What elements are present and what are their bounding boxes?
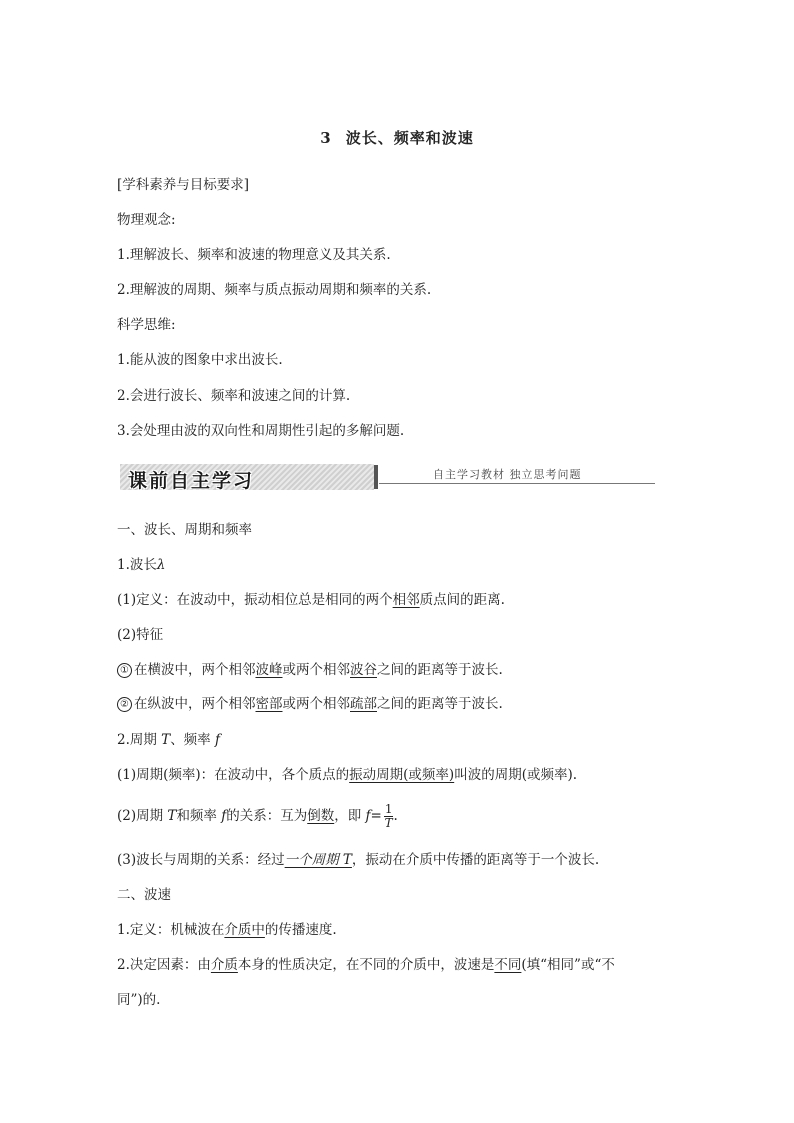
- def-text-end: 质点间的距离.: [419, 592, 505, 608]
- page-title: [0, 127, 794, 148]
- concept-item-2: 2.理解波的周期、频率与质点振动周期和频率的关系.: [117, 282, 432, 298]
- concept-item-1: 1.理解波长、频率和波速的物理意义及其关系.: [117, 247, 391, 263]
- d2-answer-different: 不同: [494, 957, 522, 973]
- def-answer: 相邻: [392, 592, 420, 608]
- wavelength-definition: [117, 590, 505, 610]
- period-title-b: 、频率: [170, 732, 215, 748]
- f2-text-mid: 或两个相邻: [282, 696, 350, 712]
- symbol-f: f: [214, 732, 220, 748]
- fraction-numerator: 1: [384, 802, 393, 816]
- feature-label: (2)特征: [117, 627, 164, 643]
- circled-one-icon: ①: [117, 663, 132, 678]
- circled-two-icon: ②: [117, 697, 132, 712]
- f1-text-end: 之间的距离等于波长.: [377, 662, 503, 678]
- thinking-item-3: 3.会处理由波的双向性和周期性引起的多解问题.: [117, 423, 405, 439]
- d1-text: 1.定义：机械波在: [117, 922, 225, 938]
- banner-tag: [120, 464, 374, 490]
- wave-speed-factors: [117, 955, 615, 975]
- p2-end: .: [393, 808, 398, 824]
- wavelength-period-relation: [117, 850, 599, 870]
- p2-equals: =: [370, 808, 382, 824]
- period-title-a: 2.周期: [117, 732, 162, 748]
- lesson-title: 波长、频率和波速: [345, 129, 474, 147]
- symbol-T: T: [161, 732, 171, 748]
- wavelength-title: [117, 555, 165, 575]
- concept-label: 物理观念:: [117, 212, 176, 228]
- thinking-item-2: 2.会进行波长、频率和波速之间的计算.: [117, 388, 351, 404]
- fraction-denominator: T: [384, 816, 393, 830]
- d1-answer: 介质中: [224, 922, 265, 938]
- f2-text: 在纵波中，两个相邻: [134, 696, 256, 712]
- feature-transverse: [117, 660, 503, 680]
- p2-symbol-f: f: [221, 808, 227, 824]
- banner-label: 课前自主学习: [128, 470, 255, 492]
- thinking-item-1: 1.能从波的图象中求出波长.: [117, 352, 283, 368]
- banner-rule: [379, 483, 655, 484]
- banner-subtitle: 自主学习教材 独立思考问题: [433, 468, 582, 481]
- p3-answer: 一个周期 T: [284, 852, 352, 868]
- section2-heading: 二、波速: [117, 887, 171, 903]
- d1-text-end: 的传播速度.: [264, 922, 337, 938]
- requirements-heading: [学科素养与目标要求]: [117, 177, 250, 193]
- p3-text: (3)波长与周期的关系：经过: [117, 852, 285, 868]
- def-text: (1)定义：在波动中，振动相位总是相同的两个: [117, 592, 393, 608]
- p2-answer: 倒数: [307, 808, 335, 824]
- d2-text-c: (填“相同”或“不: [521, 957, 615, 973]
- f2-answer-sparse: 疏部: [350, 696, 377, 712]
- lambda-symbol: λ: [156, 557, 166, 573]
- wave-speed-definition: [117, 920, 337, 940]
- p1-answer: 振动周期(或频率): [349, 767, 455, 783]
- f2-text-end: 之间的距离等于波长.: [377, 696, 503, 712]
- period-frequency-relation: [117, 803, 398, 830]
- p1-text: (1)周期(频率)：在波动中，各个质点的: [117, 767, 350, 783]
- p2-text-d: ，即: [334, 808, 366, 824]
- wavelength-title-text: 1.波长: [117, 557, 157, 573]
- p3-text-end: ，振动在介质中传播的距离等于一个波长.: [351, 852, 600, 868]
- p2-text-a: (2)周期: [117, 808, 168, 824]
- feature-longitudinal: [117, 694, 503, 714]
- banner-divider: [374, 465, 378, 489]
- f1-text: 在横波中，两个相邻: [134, 662, 256, 678]
- thinking-label: 科学思维:: [117, 317, 176, 333]
- p1-text-end: 叫波的周期(或频率).: [454, 767, 578, 783]
- f1-answer-crest: 波峰: [255, 662, 283, 678]
- wave-speed-factors-cont: 同”)的.: [117, 992, 161, 1008]
- period-definition: [117, 765, 577, 785]
- p2-text-c: 的关系：互为: [226, 808, 308, 824]
- d2-answer-medium: 介质: [210, 957, 238, 973]
- f2-answer-dense: 密部: [255, 696, 283, 712]
- p2-text-b: 和频率: [176, 808, 222, 824]
- section-banner: [117, 463, 655, 491]
- lesson-number: 3: [320, 129, 332, 147]
- f1-text-mid: 或两个相邻: [282, 662, 350, 678]
- d2-text-b: 本身的性质决定，在不同的介质中，波速是: [237, 957, 495, 973]
- f1-answer-trough: 波谷: [350, 662, 377, 678]
- p2-formula-f: f: [365, 808, 371, 824]
- period-title: [117, 730, 220, 750]
- p2-symbol-T: T: [167, 808, 177, 824]
- d2-text-a: 2.决定因素：由: [117, 957, 211, 973]
- section1-heading: 一、波长、周期和频率: [117, 522, 252, 538]
